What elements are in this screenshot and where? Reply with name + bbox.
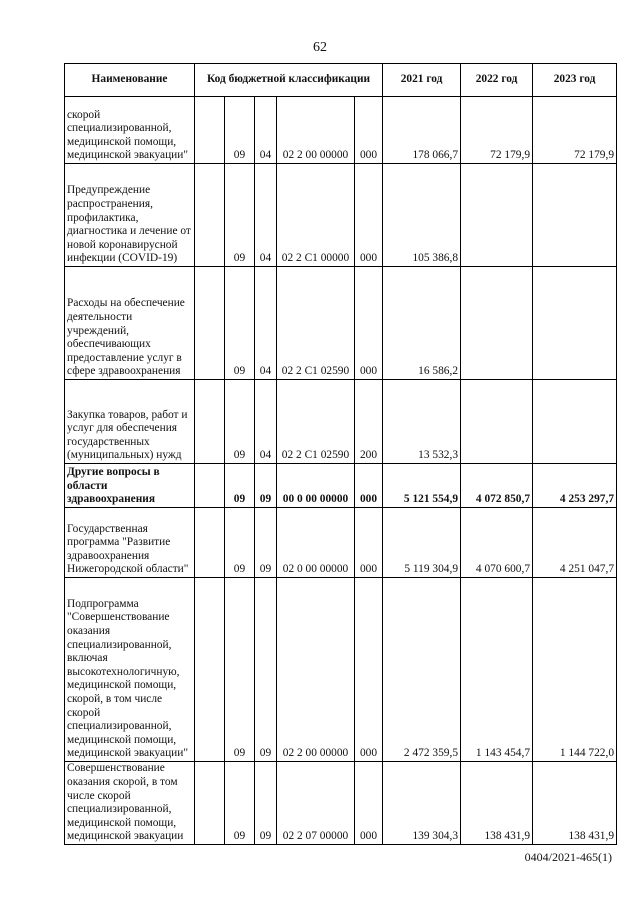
code-blank-cell <box>195 380 225 464</box>
section-code-cell: 09 <box>225 508 255 578</box>
header-name: Наименование <box>65 64 195 97</box>
value-2023-cell <box>533 267 617 380</box>
value-2023-cell: 72 179,9 <box>533 97 617 164</box>
section-code-cell: 09 <box>225 464 255 508</box>
row-name-cell: Совершенствование оказания скорой, в том числе скорой специализированной, медицинской помощи, медицинской эвакуации <box>65 762 195 845</box>
row-name-cell: Государственная программа "Развитие здравоохранения Нижегородской области" <box>65 508 195 578</box>
subsection-code-cell: 04 <box>255 164 277 267</box>
subsection-code-cell: 09 <box>255 578 277 762</box>
section-code-cell: 09 <box>225 762 255 845</box>
value-2022-cell <box>461 380 533 464</box>
row-name-cell: Расходы на обеспечение деятельности учреждений, обеспечивающих предоставление услуг в сфере здравоохранения <box>65 267 195 380</box>
value-2023-cell: 1 144 722,0 <box>533 578 617 762</box>
value-2023-cell <box>533 380 617 464</box>
section-code-cell: 09 <box>225 97 255 164</box>
code-blank-cell <box>195 508 225 578</box>
subsection-code-cell: 04 <box>255 380 277 464</box>
expense-type-cell: 000 <box>355 164 383 267</box>
code-blank-cell <box>195 464 225 508</box>
code-blank-cell <box>195 762 225 845</box>
expense-type-cell: 000 <box>355 267 383 380</box>
value-2023-cell: 4 253 297,7 <box>533 464 617 508</box>
value-2022-cell <box>461 164 533 267</box>
subsection-code-cell: 04 <box>255 97 277 164</box>
target-article-cell: 02 2 00 00000 <box>277 578 355 762</box>
value-2021-cell: 2 472 359,5 <box>383 578 461 762</box>
table-row <box>65 464 617 508</box>
value-2021-cell: 5 119 304,9 <box>383 508 461 578</box>
section-code-cell: 09 <box>225 578 255 762</box>
table-row <box>65 380 617 464</box>
document-code: 0404/2021-465(1) <box>524 850 612 864</box>
value-2023-cell: 138 431,9 <box>533 762 617 845</box>
expense-type-cell: 000 <box>355 578 383 762</box>
target-article-cell: 02 2 С1 02590 <box>277 380 355 464</box>
subsection-code-cell: 09 <box>255 508 277 578</box>
row-name-cell: Подпрограмма "Совершенствование оказания специализированной, включая высокотехнологичную, медицинской помощи, скорой, в том числе скорой специализированной, медицинской помощи, медицинской эвакуации" <box>65 578 195 762</box>
header-2022: 2022 год <box>461 64 533 97</box>
table-row <box>65 508 617 578</box>
target-article-cell: 02 0 00 00000 <box>277 508 355 578</box>
subsection-code-cell: 09 <box>255 464 277 508</box>
table-body <box>65 97 617 845</box>
subsection-code-cell: 09 <box>255 762 277 845</box>
row-name-cell: Закупка товаров, работ и услуг для обеспечения государственных (муниципальных) нужд <box>65 380 195 464</box>
section-code-cell: 09 <box>225 267 255 380</box>
value-2021-cell: 13 532,3 <box>383 380 461 464</box>
value-2022-cell: 72 179,9 <box>461 97 533 164</box>
expense-type-cell: 000 <box>355 508 383 578</box>
header-row <box>65 64 617 97</box>
table-row <box>65 97 617 164</box>
value-2021-cell: 5 121 554,9 <box>383 464 461 508</box>
value-2023-cell: 4 251 047,7 <box>533 508 617 578</box>
budget-table <box>64 63 617 845</box>
table-row <box>65 578 617 762</box>
target-article-cell: 02 2 С1 00000 <box>277 164 355 267</box>
header-2023: 2023 год <box>533 64 617 97</box>
target-article-cell: 02 2 00 00000 <box>277 97 355 164</box>
target-article-cell: 00 0 00 00000 <box>277 464 355 508</box>
target-article-cell: 02 2 С1 02590 <box>277 267 355 380</box>
expense-type-cell: 000 <box>355 97 383 164</box>
row-name-cell: Предупреждение распространения, профилактика, диагностика и лечение от новой коронавирусной инфекции (COVID-19) <box>65 164 195 267</box>
expense-type-cell: 000 <box>355 762 383 845</box>
value-2023-cell <box>533 164 617 267</box>
code-blank-cell <box>195 578 225 762</box>
subsection-code-cell: 04 <box>255 267 277 380</box>
value-2021-cell: 139 304,3 <box>383 762 461 845</box>
value-2022-cell: 138 431,9 <box>461 762 533 845</box>
target-article-cell: 02 2 07 00000 <box>277 762 355 845</box>
header-code: Код бюджетной классификации <box>195 64 383 97</box>
value-2021-cell: 178 066,7 <box>383 97 461 164</box>
row-name-cell: скорой специализированной, медицинской помощи, медицинской эвакуации" <box>65 97 195 164</box>
header-2021: 2021 год <box>383 64 461 97</box>
code-blank-cell <box>195 267 225 380</box>
row-name-cell: Другие вопросы в области здравоохранения <box>65 464 195 508</box>
section-code-cell: 09 <box>225 164 255 267</box>
value-2022-cell <box>461 267 533 380</box>
section-code-cell: 09 <box>225 380 255 464</box>
value-2021-cell: 105 386,8 <box>383 164 461 267</box>
value-2022-cell: 1 143 454,7 <box>461 578 533 762</box>
value-2021-cell: 16 586,2 <box>383 267 461 380</box>
table-row <box>65 164 617 267</box>
code-blank-cell <box>195 97 225 164</box>
page-number: 62 <box>313 40 327 55</box>
value-2022-cell: 4 072 850,7 <box>461 464 533 508</box>
table-row <box>65 762 617 845</box>
expense-type-cell: 200 <box>355 380 383 464</box>
table-row <box>65 267 617 380</box>
value-2022-cell: 4 070 600,7 <box>461 508 533 578</box>
code-blank-cell <box>195 164 225 267</box>
expense-type-cell: 000 <box>355 464 383 508</box>
